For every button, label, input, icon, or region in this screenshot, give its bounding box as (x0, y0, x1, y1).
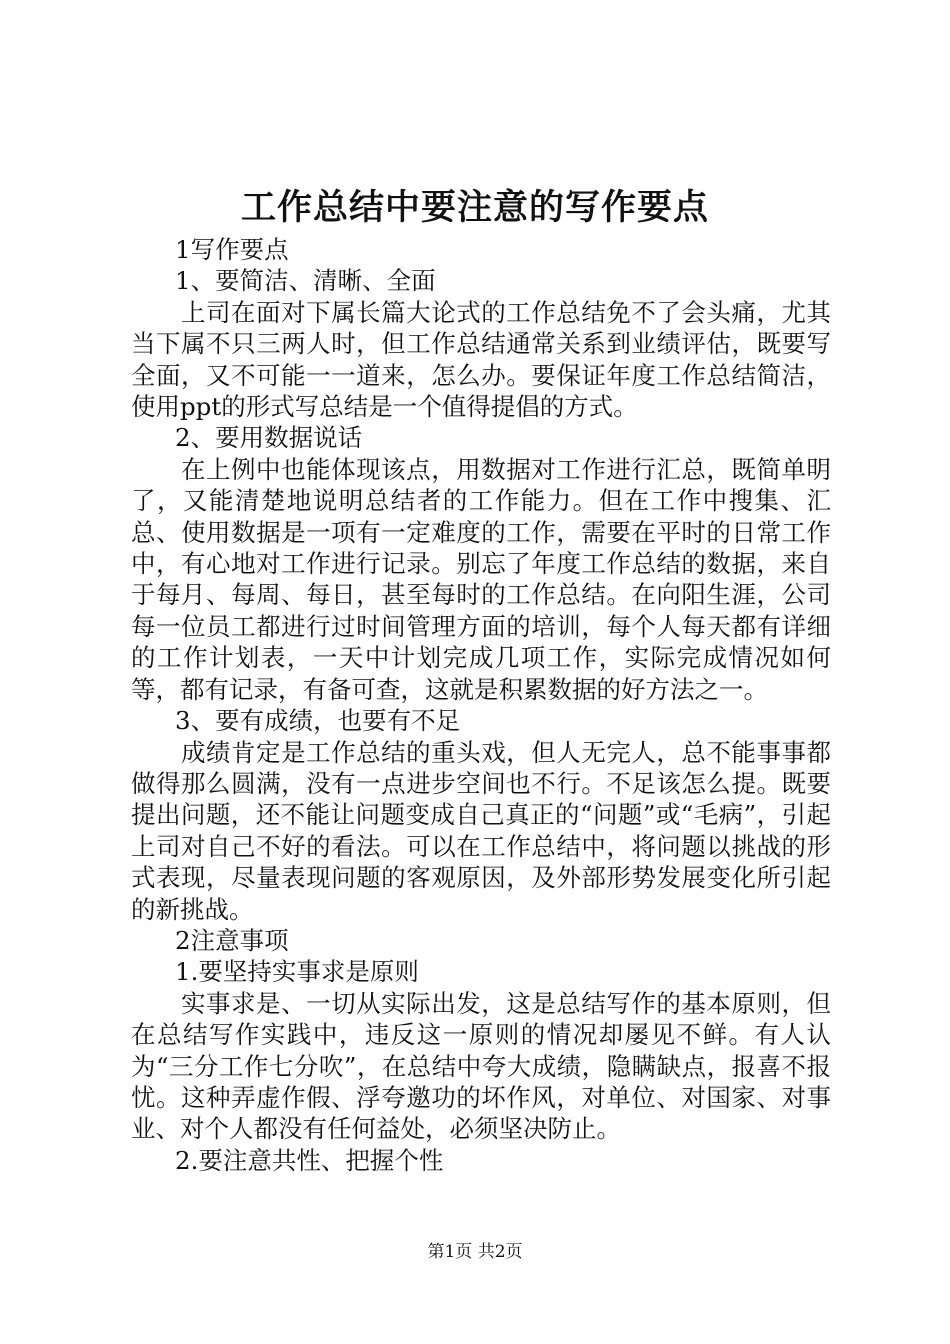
subsection-heading: 1、要简洁、清晰、全面 (175, 266, 436, 296)
body-paragraph: 成绩肯定是工作总结的重头戏，但人无完人，总不能事事都做得那么圆满，没有一点进步空间也不行。不足该怎么提。既要提出问题，还不能让问题变成自己真正的“问题”或“毛病”，引起上司对自己不好的看法。可以在工作总结中，将问题以挑战的形式表现，尽量表现问题的客观原因，及外部形势发展变化所引起的新挑战。 (131, 737, 831, 924)
body-paragraph: 实事求是、一切从实际出发，这是总结写作的基本原则，但在总结写作实践中，违反这一原则的情况却屡见不鲜。有人认为“三分工作七分吹”，在总结中夸大成绩，隐瞒缺点，报喜不报忧。这种弄虚作假、浮夸邀功的坏作风，对单位、对国家、对事业、对个人都没有任何益处，必须坚决防止。 (131, 988, 831, 1144)
section-heading: 2注意事项 (175, 925, 289, 955)
subsection-heading: 1.要坚持实事求是原则 (175, 957, 419, 987)
body-paragraph: 上司在面对下属长篇大论式的工作总结免不了会头痛，尤其当下属不只三两人时，但工作总结通常关系到业绩评估，既要写全面，又不可能一一道来，怎么办。要保证年度工作总结简洁，使用ppt的形式写总结是一个值得提倡的方式。 (131, 297, 831, 422)
document-title: 工作总结中要注意的写作要点 (240, 187, 709, 228)
subsection-heading: 3、要有成绩，也要有不足 (175, 706, 461, 736)
page-number-footer: 第1页 共2页 (427, 1242, 523, 1262)
section-heading: 1写作要点 (175, 235, 289, 264)
document-body (131, 234, 831, 1176)
subsection-heading: 2.要注意共性、把握个性 (175, 1145, 444, 1175)
subsection-heading: 2、要用数据说话 (175, 423, 363, 453)
body-paragraph: 在上例中也能体现该点，用数据对工作进行汇总，既简单明了，又能清楚地说明总结者的工作能力。但在工作中搜集、汇总、使用数据是一项有一定难度的工作，需要在平时的日常工作中，有心地对工作进行记录。别忘了年度工作总结的数据，来自于每月、每周、每日，甚至每时的工作总结。在向阳生涯，公司每一位员工都进行过时间管理方面的培训，每个人每天都有详细的工作计划表，一天中计划完成几项工作，实际完成情况如何等，都有记录，有备可查，这就是积累数据的好方法之一。 (131, 454, 831, 704)
